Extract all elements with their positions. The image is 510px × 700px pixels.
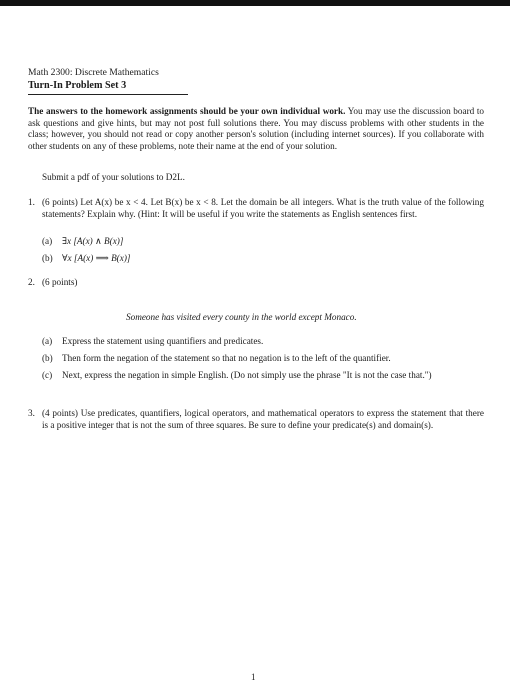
header-divider: [28, 94, 188, 95]
submit-instruction: Submit a pdf of your solutions to D2L.: [42, 172, 185, 182]
intro-body: You may use the discussion board to ask questions and give hints, but may not post full solutions there. You may discuss problems with other students in the class; however, you should not read or copy another person's solution (including internet sources). If you collaborate with other students on any of these problems, note their name at the end of your solution.: [28, 106, 485, 151]
part-label: (c): [42, 370, 53, 380]
problem-2-part-a: [42, 336, 484, 348]
intro-paragraph: [28, 106, 484, 152]
problem-2-number: 2.: [28, 277, 35, 287]
problem-1-part-b: [42, 253, 130, 265]
problem-set-title: Turn-In Problem Set 3: [28, 80, 127, 91]
part-label: (a): [42, 336, 53, 346]
part-label: (a): [42, 236, 53, 246]
problem-1-text: (6 points) Let A(x) be x < 4. Let B(x) be x < 8. Let the domain be all integers. What is the truth value of the following statements? Explain why. (Hint: It will be useful if you write the statements as English sentences first.: [42, 197, 484, 219]
problem-1-number: 1.: [28, 197, 35, 207]
part-label: (b): [42, 353, 53, 363]
problem-2-part-c: [42, 370, 502, 382]
problem-2-text: (6 points): [42, 277, 78, 287]
part-text: Then form the negation of the statement so that no negation is to the left of the quantifier.: [62, 353, 391, 363]
problem-3-number: 3.: [28, 408, 35, 418]
part-formula: ∃x [A(x) ∧ B(x)]: [62, 236, 124, 246]
problem-2-statement: Someone has visited every county in the world except Monaco.: [126, 312, 357, 322]
page-number: 1: [251, 672, 256, 682]
intro-lead: The answers to the homework assignments should be your own individual work.: [28, 106, 346, 116]
problem-1-part-a: [42, 236, 123, 248]
course-name: Math 2300: Discrete Mathematics: [28, 67, 159, 78]
part-label: (b): [42, 253, 53, 263]
problem-2-part-b: [42, 353, 484, 365]
part-formula: ∀x [A(x) ⟹ B(x)]: [62, 253, 131, 263]
problem-3-text: (4 points) Use predicates, quantifiers, logical operators, and mathematical operators to express the statement that there is a positive integer that is not the sum of three squares. Be sure to define your predicate(s) and domain(s).: [42, 408, 484, 430]
part-text: Express the statement using quantifiers and predicates.: [62, 336, 264, 346]
part-text: Next, express the negation in simple English. (Do not simply use the phrase "It is not the case that."): [62, 370, 432, 380]
